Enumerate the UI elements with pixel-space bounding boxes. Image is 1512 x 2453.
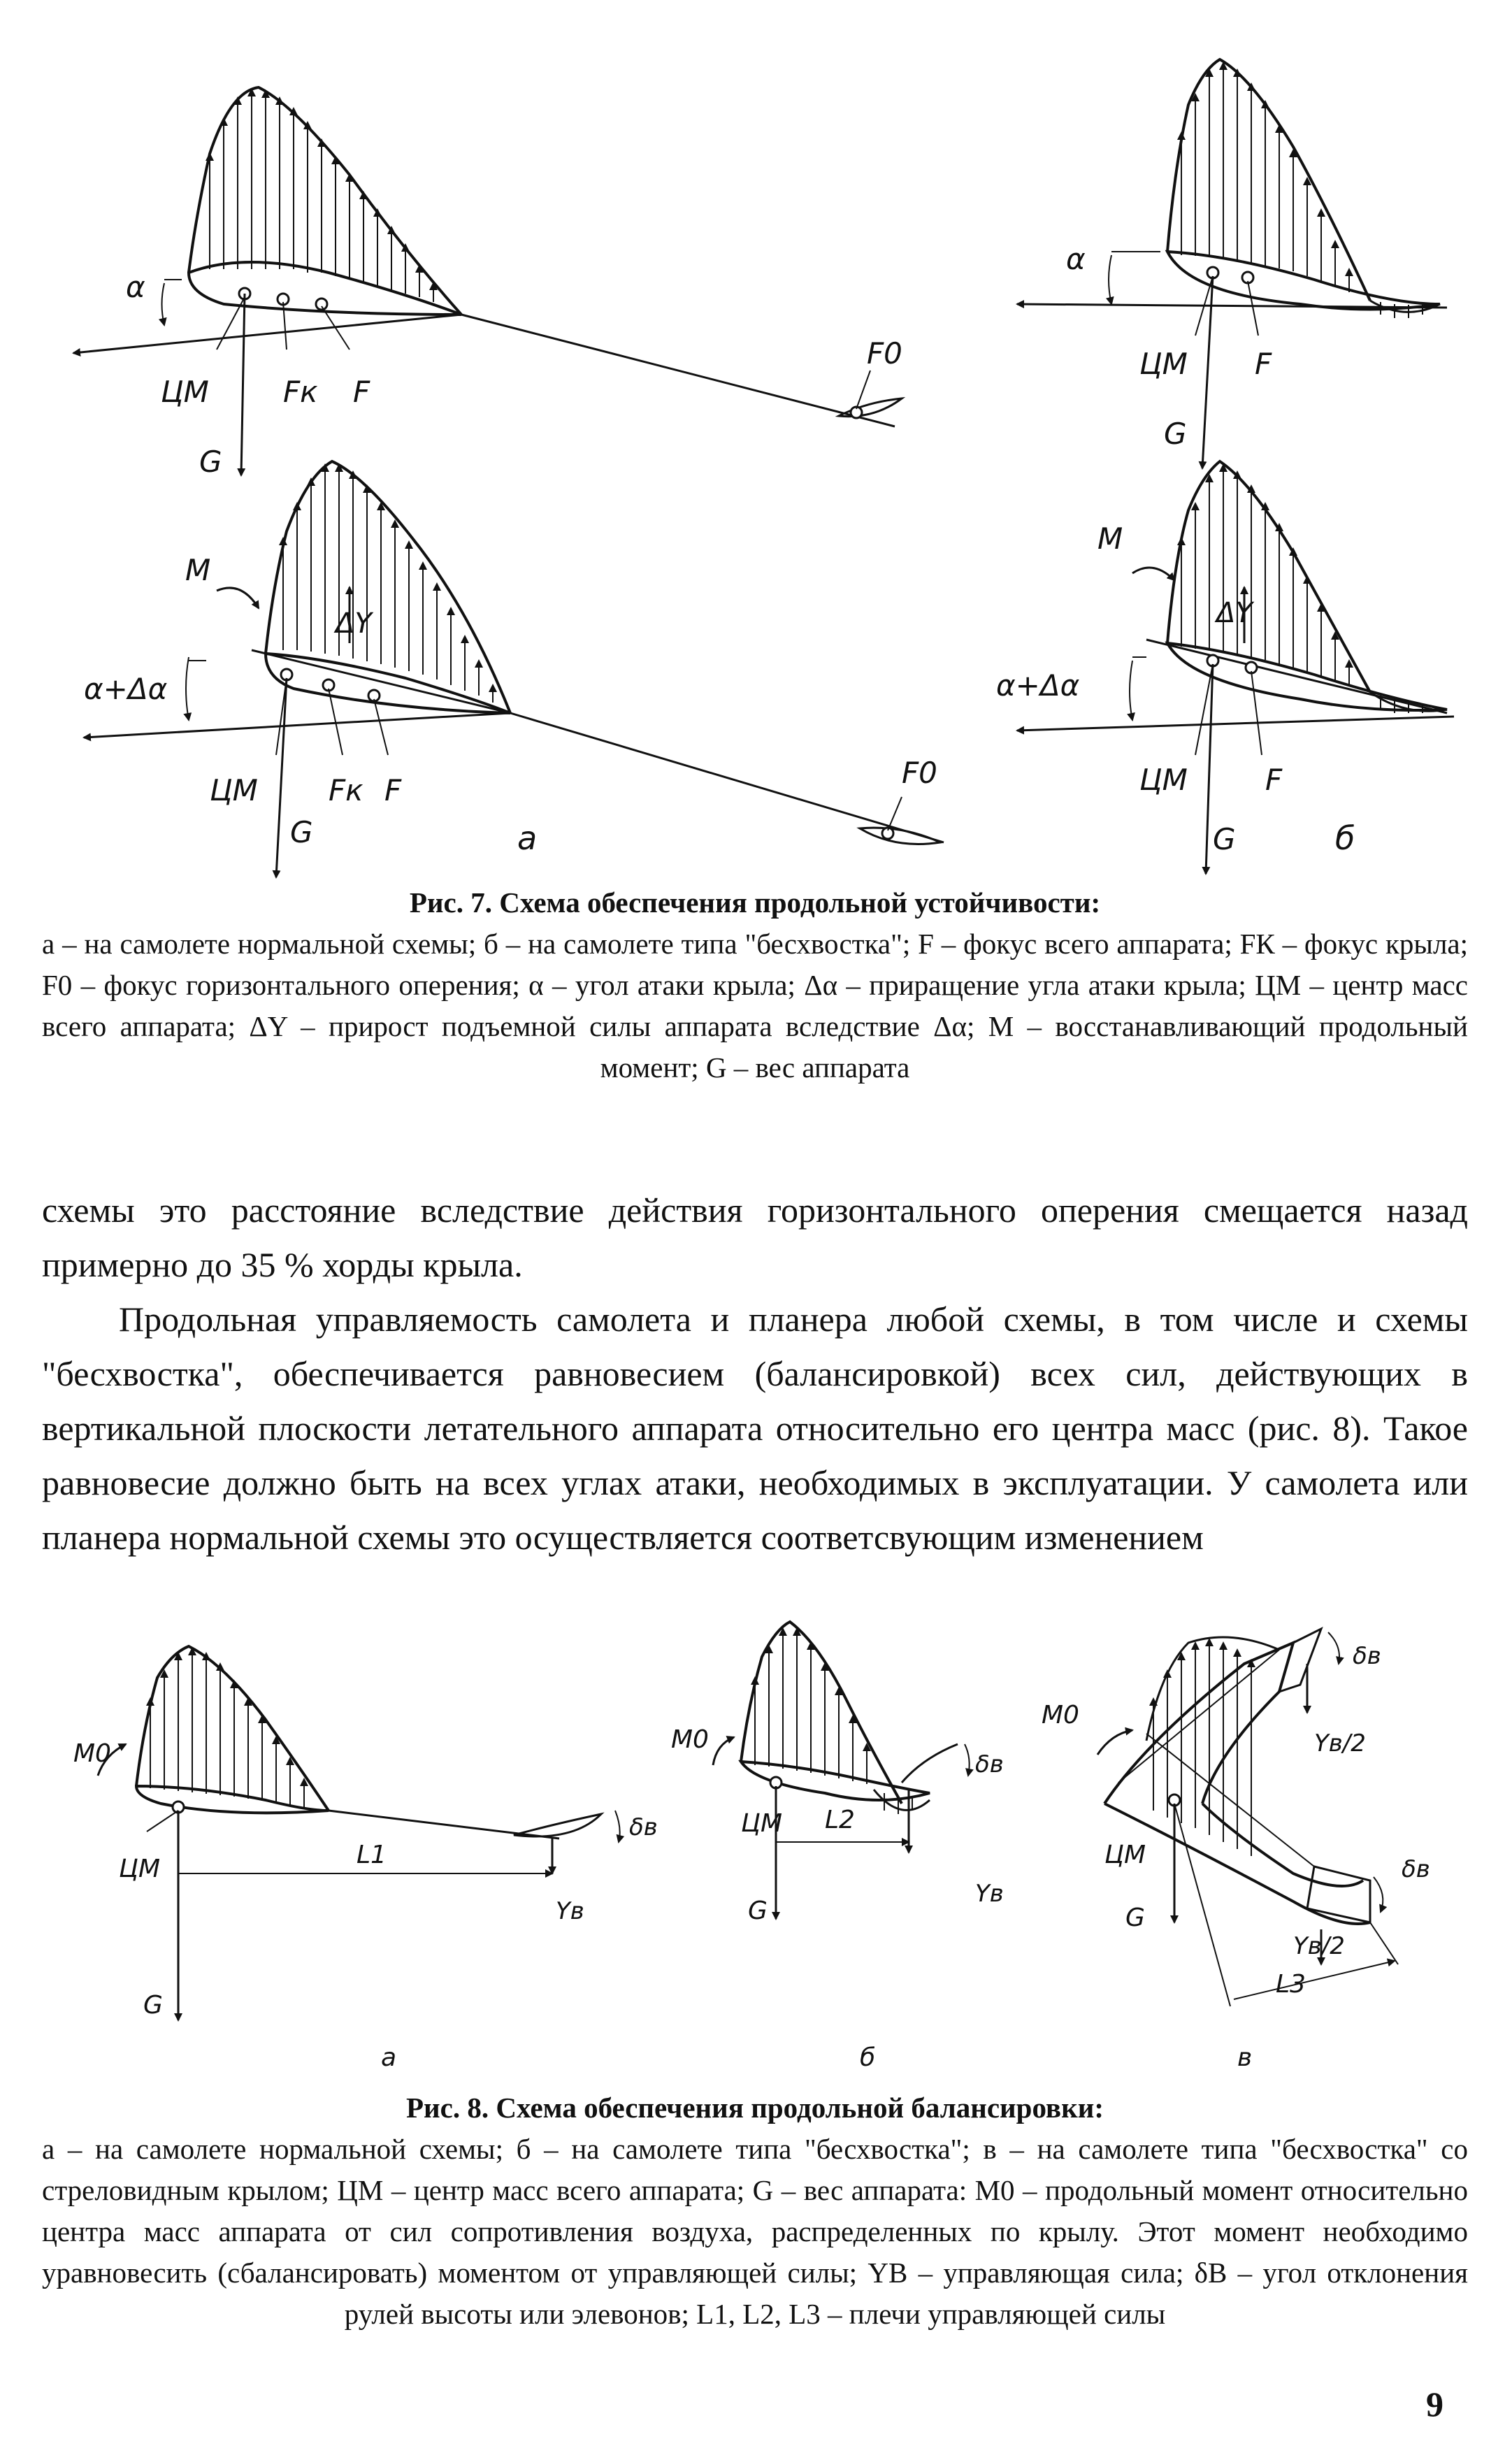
fig7-a-top-alpha: α xyxy=(126,270,145,304)
fig8-panel-v xyxy=(1097,1629,1398,2006)
fig7-a-bottom-fk: Fк xyxy=(329,773,363,807)
fig8-b-cm: ЦМ xyxy=(741,1809,783,1838)
fig7-b-top-alpha: α xyxy=(1066,242,1086,276)
fig8-panel-v-label: в xyxy=(1237,2043,1253,2072)
fig7-panel-a-top xyxy=(73,87,902,475)
figure-7-caption-body: а – на самолете нормальной схемы; б – на самолете типа "бесхвостка"; F – фокус всего аппарата; FК – фокус крыла; F0 – фокус горизонтального оперения; α – угол атаки крыла; Δα – приращение угла атаки крыла; ЦМ – центр масс всего аппарата; ΔY – прирост подъемной силы аппарата вследствие Δα; M – восстанавливающий продольный момент; G – вес аппарата xyxy=(42,928,1468,1084)
fig7-b-bottom-g: G xyxy=(1213,822,1236,856)
fig7-panel-b-label: б xyxy=(1335,819,1355,857)
body-text xyxy=(42,1183,1468,1564)
fig8-b-m0: M0 xyxy=(671,1725,709,1754)
fig8-a-l1: L1 xyxy=(357,1841,387,1869)
fig8-v-dv-top: δв xyxy=(1353,1642,1381,1670)
fig7-a-top-g: G xyxy=(199,445,222,479)
figure-7-drawing xyxy=(0,28,1512,881)
fig7-a-bottom-alpha-delta: α+Δα xyxy=(84,672,168,706)
fig8-v-yv2-bottom: Yв/2 xyxy=(1293,1932,1345,1960)
fig7-b-bottom-alpha-delta: α+Δα xyxy=(996,668,1080,703)
body-paragraph-2: Продольная управляемость самолета и планера любой схемы, в том числе и схемы "бесхвостка", обеспечивается равновесием (балансировкой) всех сил, действующих в вертикальной плоскости летательного аппарата относительно его центра масс (рис. 8). Такое равновесие должно быть на всех углах атаки, необходимых в эксплуатации. У самолета или планера нормальной схемы это осуществляется соответсвующим изменением xyxy=(42,1300,1468,1557)
fig8-v-yv2-top: Yв/2 xyxy=(1314,1729,1366,1757)
figure-7-caption xyxy=(42,882,1468,1088)
fig7-b-bottom-m: M xyxy=(1097,521,1123,556)
fig8-v-m0: M0 xyxy=(1042,1701,1079,1729)
fig7-b-top-f: F xyxy=(1255,347,1272,381)
fig7-a-top-fk: Fк xyxy=(283,375,318,409)
fig8-a-g: G xyxy=(143,1991,163,2020)
figure-8-caption-body: а – на самолете нормальной схемы; б – на самолете типа "бесхвостка"; в – на самолете типа "бесхвостка" со стреловидным крылом; ЦМ – центр масс всего аппарата; G – вес аппарата: M0 – продольный момент относительно центра масс аппарата от сил сопротивления воздуха, распределенных по крылу. Этот момент необходимо уравновесить (сбалансировать) моментом от управляющей силы; YВ – управляющая сила; δВ – угол отклонения рулей высоты или элевонов; L1, L2, L3 – плечи управляющей силы xyxy=(42,2133,1468,2330)
fig7-a-bottom-g: G xyxy=(290,815,313,849)
fig7-b-bottom-f: F xyxy=(1265,763,1283,797)
fig8-b-dv: δв xyxy=(975,1750,1004,1778)
fig7-panel-a-bottom xyxy=(84,461,944,877)
fig8-v-g: G xyxy=(1125,1904,1145,1932)
fig8-panel-b xyxy=(713,1622,970,1919)
fig8-a-dv: δв xyxy=(629,1813,658,1841)
fig7-a-top-cm: ЦМ xyxy=(161,375,209,409)
figure-8-caption xyxy=(42,2087,1468,2335)
fig7-a-bottom-delta-y: ΔY xyxy=(336,607,372,640)
figure-7 xyxy=(0,28,1512,881)
figure-8-drawing xyxy=(0,1601,1512,2090)
fig8-b-g: G xyxy=(748,1897,768,1925)
fig7-panel-a-label: а xyxy=(517,819,538,857)
fig7-b-top-cm: ЦМ xyxy=(1139,347,1188,381)
fig7-b-bottom-cm: ЦМ xyxy=(1139,763,1188,797)
body-paragraph-1: схемы это расстояние вследствие действия горизонтального оперения смещается назад примерно до 35 % хорды крыла. xyxy=(42,1190,1468,1284)
fig8-v-l3: L3 xyxy=(1276,1970,1306,1999)
fig7-b-top-g: G xyxy=(1164,417,1187,451)
fig7-a-bottom-f0: F0 xyxy=(902,756,937,790)
fig8-panel-b-label: б xyxy=(860,2043,876,2072)
fig8-a-cm: ЦМ xyxy=(119,1855,161,1883)
fig7-a-bottom-m: M xyxy=(185,553,211,587)
fig7-a-top-f0: F0 xyxy=(867,336,902,371)
fig8-v-cm: ЦМ xyxy=(1104,1841,1146,1869)
figure-7-caption-title: Рис. 7. Схема обеспечения продольной устойчивости: xyxy=(409,886,1101,919)
fig8-panel-a-label: а xyxy=(381,2043,397,2072)
figure-8 xyxy=(0,1601,1512,2090)
fig8-a-m0: M0 xyxy=(73,1739,111,1768)
fig7-a-bottom-cm: ЦМ xyxy=(210,773,258,807)
fig7-b-bottom-delta-y: ΔY xyxy=(1216,597,1253,629)
fig8-v-dv-bottom: δв xyxy=(1402,1855,1430,1883)
page-number: 9 xyxy=(1426,2384,1443,2424)
fig8-b-yv: Yв xyxy=(975,1880,1004,1908)
fig7-a-bottom-f: F xyxy=(384,773,402,807)
figure-8-caption-title: Рис. 8. Схема обеспечения продольной балансировки: xyxy=(406,2092,1104,2124)
fig8-panel-a xyxy=(98,1646,620,2020)
fig8-b-l2: L2 xyxy=(825,1806,855,1834)
fig8-a-yv: Yв xyxy=(556,1897,584,1925)
fig7-a-top-f: F xyxy=(353,375,370,409)
fig7-panel-b-bottom xyxy=(1017,461,1454,874)
